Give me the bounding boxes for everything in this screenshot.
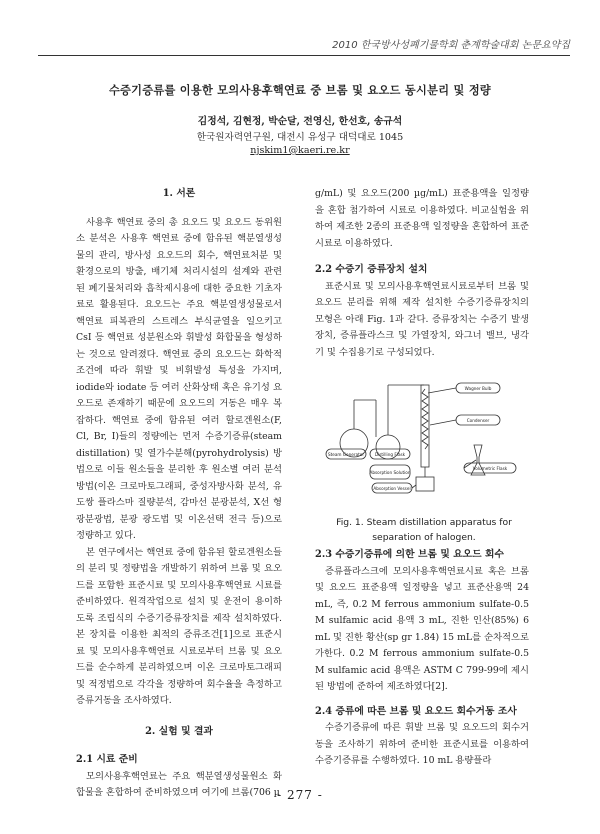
- label-volumetric-flask: Volumetric Flask: [472, 466, 508, 471]
- section-2-3-heading: 2.3 수증기증류에 의한 브롬 및 요오드 회수: [315, 549, 504, 560]
- label-absorption-solution: Absorption Solution: [369, 470, 411, 475]
- affiliation: 한국원자력연구원, 대전시 유성구 대덕대로 1045: [196, 132, 404, 143]
- section-2-1-heading: 2.1 시료 준비: [76, 754, 138, 765]
- section-2-2-heading: 2.2 수증기 증류장치 설치: [315, 264, 428, 275]
- section-experiment-heading: 2. 실험 및 결과: [145, 725, 213, 737]
- label-distilling-flask: Distilling Flask: [374, 452, 406, 457]
- label-wagner-bulb: Wagner Bulb: [464, 386, 492, 391]
- author-list: 김정석, 김현정, 박순달, 전영신, 한선호, 송규석: [197, 116, 403, 127]
- section-2-4-heading: 2.4 증류에 따른 브롬 및 요오드 회수거동 조사: [315, 705, 517, 717]
- intro-paragraph-1: 사용후 핵연료 중의 총 요오드 및 요오드 동위원소 분석은 사용후 핵연료 중에 함유된 핵분열생성물의 관리, 방사성 요오드의 회수, 핵연료처분 및 환경으로의 방출, 배기체 처리시설의 설계와 관련된 폐기물처리와 흡착제시용에 대한 중요한 기초자료로 활용된다. 요오드는 주요 핵분열생성물로서 핵연료 피복관의 스트레스 부식균열을 일으키고 CsI 등 핵연료 성분원소와 휘발성 화합물을 형성하는 것으로 알려졌다. 핵연료 중의 요오드는 화학적 조건에 따라 휘발 및 비휘발성 특성을 가지며, iodide와 iodate 등 여러 산화상태 혹은 유기성 요오드로 존재하기 때문에 요오드의 거동은 매우 복잡하다. 핵연료 중에 함유된 여러 할로겐원소(F, Cl, Br, I)들의 정량에는 먼저 수증기증류(steam distillation) 및 열가수분해(pyrohydrolysis) 방법으로 이들 원소들을 분리한 후 원소별 여러 분석방법(이온 크로마토그래피, 중성자방사화 분석, 유도쌍 플라스마 질량분석, 감마선 분광분석, X선 형광분광법, 분광 광도법 및 이온선택 전극 등)으로 정량하고 있다.: [76, 216, 282, 541]
- figure-caption: Fig. 1. Steam distillation apparatus for separation of halogen.: [336, 517, 512, 543]
- section-introduction-heading: 1. 서론: [162, 188, 196, 199]
- header-rule: [38, 55, 570, 56]
- label-condenser: Condenser: [466, 418, 490, 423]
- intro-paragraph-2: 본 연구에서는 핵연료 중에 함유된 할로겐원소들의 분리 및 정량법을 개발하기 위하여 브롬 및 요오드를 포함한 표준시료 및 모의사용후핵연료 시료를 준비하였다. 원격작업으로 설치 및 운전이 용이하도록 조립식의 수증기증류장치를 제작 설치하였다. 본 장치를 이용한 최적의 증류조건[1]으로 표준시료 및 모의사용후핵연료 시료로부터 브롬 및 요오드를 순수하게 분리하였으며 이온 크로마토그래피 및 적정법으로 각각을 정량하여 회수율을 측정하고 증류거동을 조사하였다.: [76, 546, 282, 706]
- behavior-paragraph: 수증기증류에 따른 휘발 브롬 및 요오드의 회수거동을 조사하기 위하여 준비한 표준시료를 이용하여 수증기증류를 수행하였다. 10 mL 용량플라: [315, 722, 529, 766]
- apparatus-paragraph: 표준시료 및 모의사용후핵연료시료로부터 브롬 및 요오드 분리를 위해 제작 설치한 수증기증류장치의 모형은 아래 Fig. 1과 같다. 증류장치는 수증기 발생장치, 증류플라스크 및 가열장치, 와그너 밸브, 냉각기 및 수집용기로 구성되었다.: [315, 280, 529, 358]
- left-column: [76, 186, 282, 802]
- label-steam-generator: Steam Generator: [327, 452, 365, 457]
- sample-prep-paragraph: 모의사용후핵연료는 주요 핵분열생성물원소 화합물을 혼합하여 준비하였으며 여기에 브롬(706 µ: [76, 770, 282, 798]
- author-email[interactable]: njskim1@kaeri.re.kr: [250, 145, 350, 156]
- label-absorption-vessel: Absorption Vessel: [373, 486, 411, 491]
- running-header: 2010 한국방사성폐기물학회 춘계학술대회 논문요약집: [332, 40, 570, 51]
- steam-distillation-apparatus-diagram: [324, 365, 524, 495]
- page-number: - 277 -: [277, 788, 323, 802]
- recovery-paragraph: 증류플라스크에 모의사용후핵연료시료 혹은 브롬 및 요오드 표준용액 일정량을 넣고 표준산용액 24 mL, 즉, 0.2 M ferrous ammonium sulfate-0.5 M sulfamic acid 용액 3 mL, 진한 인산(85%) 6 mL 및 진한 황산(sp gr 1.84) 15 mL를 순차적으로 가한다. 0.2 M ferrous ammonium sulfate-0.5 M sulfamic acid 용액은 ASTM C 799-99에 제시된 방법에 준하여 제조하였다[2].: [315, 565, 529, 692]
- sample-prep-continued: g/mL) 및 요오드(200 µg/mL) 표준용액을 일정량을 혼합 첨가하여 시료로 이용하였다. 비교실험을 위하여 제조한 2종의 표준용액 일정량을 혼합하여 표준시료로 이용하였다.: [315, 188, 529, 249]
- paper-title: 수증기증류를 이용한 모의사용후핵연료 중 브롬 및 요오드 동시분리 및 정량: [108, 83, 492, 97]
